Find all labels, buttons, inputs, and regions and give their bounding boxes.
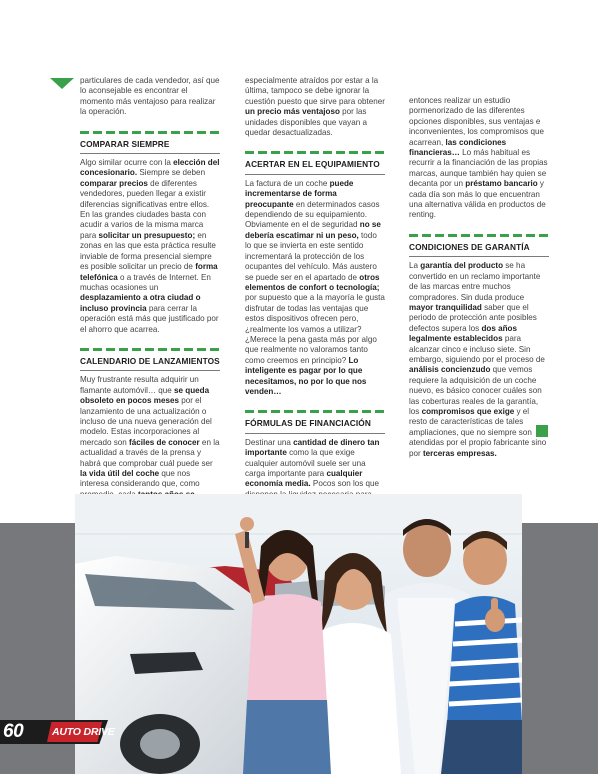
green-dash-divider [245, 151, 385, 154]
article-column-3 [409, 96, 549, 459]
section-body: La factura de un coche puede incrementarse de forma preocupante en determinados casos dependiendo de su equipamiento. Obviamente en el de seguridad no se debería escatimar ni un peso, todo lo que se invierta en este sentido incrementará la protección de los ocupantes del vehículo. Más austero se puede ser en el apartado de otros elementos de confort o tecnología; por supuesto que a la mayoría le gusta disfrutar de todas las ventajas que estos dispositivos ofrecen pero, ¿realmente los vamos a utilizar? ¿Merece la pena gasta más por algo que realmente no valoramos tanto como creemos en principio? Lo inteligente es pagar por lo que necesitamos, no por lo que nos venden… [245, 178, 385, 396]
section-marker-triangle [50, 78, 74, 89]
magazine-logo: AUTO DRIVE [52, 726, 115, 738]
section-body: Algo similar ocurre con la elección del concesionario. Siempre se deben comparar precios de diferentes vendedores, pueden llegar a existir diferencias significativas entre ellos. En las grandes ciudades basta con acudir a varios de la misma marca para solicitar un presupuesto; en zonas en las que esta práctica resulte inviable de forma presencial siempre es posible solicitar un precio de forma telefónica o a través de Internet. En muchas ocasiones un desplazamiento a otra ciudad o incluso provincia para cerrar la operación está más que justificado por el ahorro que acarrea. [80, 158, 220, 334]
green-dash-divider [409, 234, 549, 237]
family-car-photo [75, 494, 522, 774]
section-body: La garantía del producto se ha convertido en un reclamo importante de las marcas entre muchos compradores. Sin duda produce mayor tranquilidad saber que el periodo de protección ante posibles defectos supera los dos años legalmente establecidos para alcanzar cinco e incluso siete. Sin embargo, siguiendo por el proceso de análisis concienzudo que vemos requiere la adquisición de un coche nuevo, es básico conocer cuáles son las coberturas reales de la garantía, los compromisos que exige y el resto de características de tales ampliaciones, que no siempre son atendidas por el propio fabricante sino por terceras empresas. [409, 261, 547, 458]
green-dash-divider [245, 410, 385, 413]
section-body: Muy frustrante resulta adquirir un flamante automóvil… que se queda obsoleto en pocos meses por el lanzamiento de una actualización o incluso de una nueva generación del modelo. Estas incorporaciones al mercado son fáciles de conocer en la actualidad a través de la prensa y habrá que comprobar cuál puede ser la vida útil del coche que nos interesa considerando que, como [80, 375, 220, 489]
section-heading: ACERTAR EN EL EQUIPAMIENTO [245, 159, 385, 174]
article-end-square [536, 425, 548, 437]
article-column-1 [80, 76, 220, 531]
col2-intro: especialmente atraídos por estar a la última, tampoco se debe ignorar la cuestión puesto que sirve para obtener un precio más ventajoso por las unidades disponibles que vayan a quedar desactualizadas. [245, 76, 385, 138]
article-column-2 [245, 76, 385, 531]
section-body: Destinar una cantidad de dinero tan importante como la que exige cualquier automóvil suele ser una carga importante para cualquier economía media. Pocos son los que [245, 437, 380, 489]
family-illustration [75, 494, 522, 774]
green-dash-divider [80, 348, 220, 351]
section-heading: CALENDARIO DE LANZAMIENTOS [80, 356, 220, 371]
section-heading: COMPARAR SIEMPRE [80, 139, 220, 154]
section-comparar-siempre [80, 131, 220, 335]
page-number: 60 [3, 721, 24, 742]
section-condiciones-garantia [409, 234, 549, 459]
col3-intro: entonces realizar un estudio pormenorizado de las diferentes opciones disponibles, sus ventajas e inconvenientes, los compromisos que acarrean, las condiciones financieras… Lo más habitual es recurrir a la financiación de las propias marcas, aunque también hay quien se decanta por un préstamo bancario y cada día son más lo que encuentran una alternativa válida en productos de renting. [409, 96, 548, 220]
col1-intro: particulares de cada vendedor, así que lo aconsejable es encontrar el momento más ventajoso para realizar la operación. [80, 76, 220, 117]
section-heading: CONDICIONES DE GARANTÍA [409, 242, 549, 257]
section-acertar-equipamiento [245, 151, 385, 397]
page-folio [0, 720, 115, 744]
green-dash-divider [80, 131, 220, 134]
section-heading: FÓRMULAS DE FINANCIACIÓN [245, 418, 385, 433]
